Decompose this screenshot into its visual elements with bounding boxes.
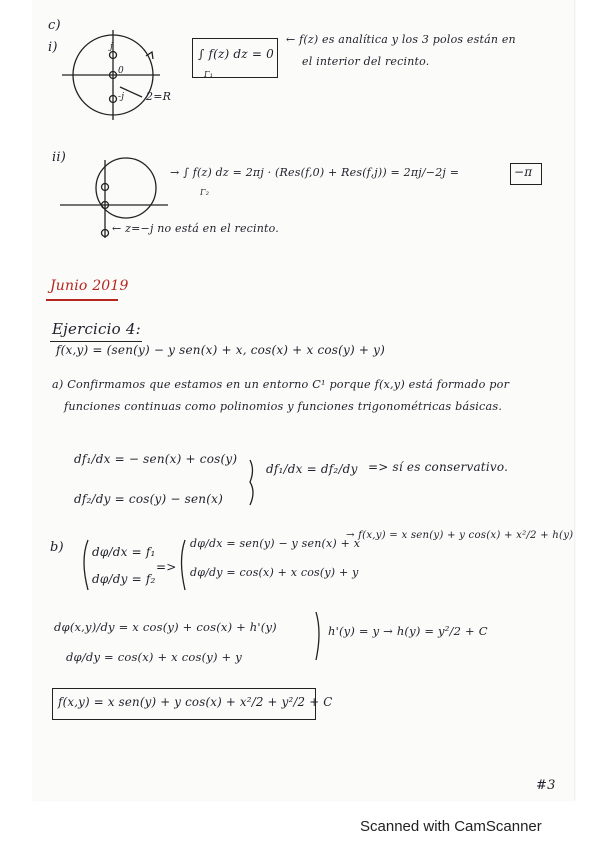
page-number: #3	[536, 778, 556, 793]
system-eq4: dφ/dy = cos(x) + x cos(y) + y	[190, 566, 359, 579]
system-eq3: dφ/dx = sen(y) − y sen(x) + x	[190, 537, 361, 550]
derivative-1: df₁/dx = − sen(x) + cos(y)	[74, 452, 238, 466]
derivative-equality: df₁/dx = df₂/dy	[266, 462, 358, 476]
radius-label: 2=R	[146, 90, 172, 103]
pole-0-label: 0	[118, 66, 124, 76]
final-answer: f(x,y) = x sen(y) + y cos(x) + x²/2 + y²/2 + C	[58, 695, 333, 709]
part-a-line1: a) Confirmamos que estamos en un entorno C¹ porque f(x,y) está formado por	[52, 378, 510, 391]
system-eq2: dφ/dy = f₂	[92, 572, 156, 586]
h-solution: h'(y) = y → h(y) = y²/2 + C	[328, 624, 488, 638]
part-a-line2: funciones continuas como polinomios y funciones trigonométricas básicas.	[64, 400, 503, 413]
function-definition: f(x,y) = (sen(y) − y sen(x) + x, cos(x) + x cos(y) + y)	[56, 343, 386, 357]
section-c-label: c)	[48, 18, 61, 33]
derivative-2: df₂/dy = cos(y) − sen(x)	[74, 492, 223, 506]
potential-derivative-y: dφ(x,y)/dy = x cos(y) + cos(x) + h'(y)	[54, 620, 277, 634]
exercise-title: Ejercicio 4:	[52, 320, 141, 338]
brace-a	[250, 460, 253, 505]
f2-expression: dφ/dy = cos(x) + x cos(y) + y	[66, 650, 242, 664]
contour-gamma1: Γ₁	[204, 70, 214, 79]
part-ii-label: ii)	[52, 150, 66, 165]
scanner-watermark: Scanned with CamScanner	[360, 818, 542, 835]
brace-b-h	[316, 612, 319, 660]
potential-result: → f(x,y) = x sen(y) + y cos(x) + x²/2 + h(y)	[346, 530, 574, 541]
integral-ii: → ∫ f(z) dz = 2πj · (Res(f,0) + Res(f,j)) = 2πj/−2j =	[170, 166, 460, 179]
note-ii: ← z=−j no está en el recinto.	[112, 222, 279, 235]
conservative-conclusion: => sí es conservativo.	[368, 460, 509, 474]
exercise-title-underline	[50, 341, 142, 342]
part-b-label: b)	[50, 540, 64, 555]
pole-j-label: j	[110, 42, 113, 52]
brace-b-right	[182, 540, 186, 590]
part-i-label: i)	[48, 40, 58, 55]
system-eq1: dφ/dx = f₁	[92, 545, 156, 559]
system-arrow: =>	[156, 560, 177, 574]
note-i-line1: ← f(z) es analítica y los 3 polos están en	[286, 33, 516, 46]
exam-title-underline	[46, 299, 118, 301]
exam-title: Junio 2019	[50, 278, 129, 294]
contour-gamma2: Γ₂	[200, 188, 210, 197]
result-ii: −π	[514, 165, 533, 179]
integral-i: ∫ f(z) dz = 0	[198, 47, 274, 61]
note-i-line2: el interior del recinto.	[302, 55, 430, 68]
pole-minus-j-label: -j	[118, 92, 125, 102]
brace-b-left	[84, 540, 88, 590]
